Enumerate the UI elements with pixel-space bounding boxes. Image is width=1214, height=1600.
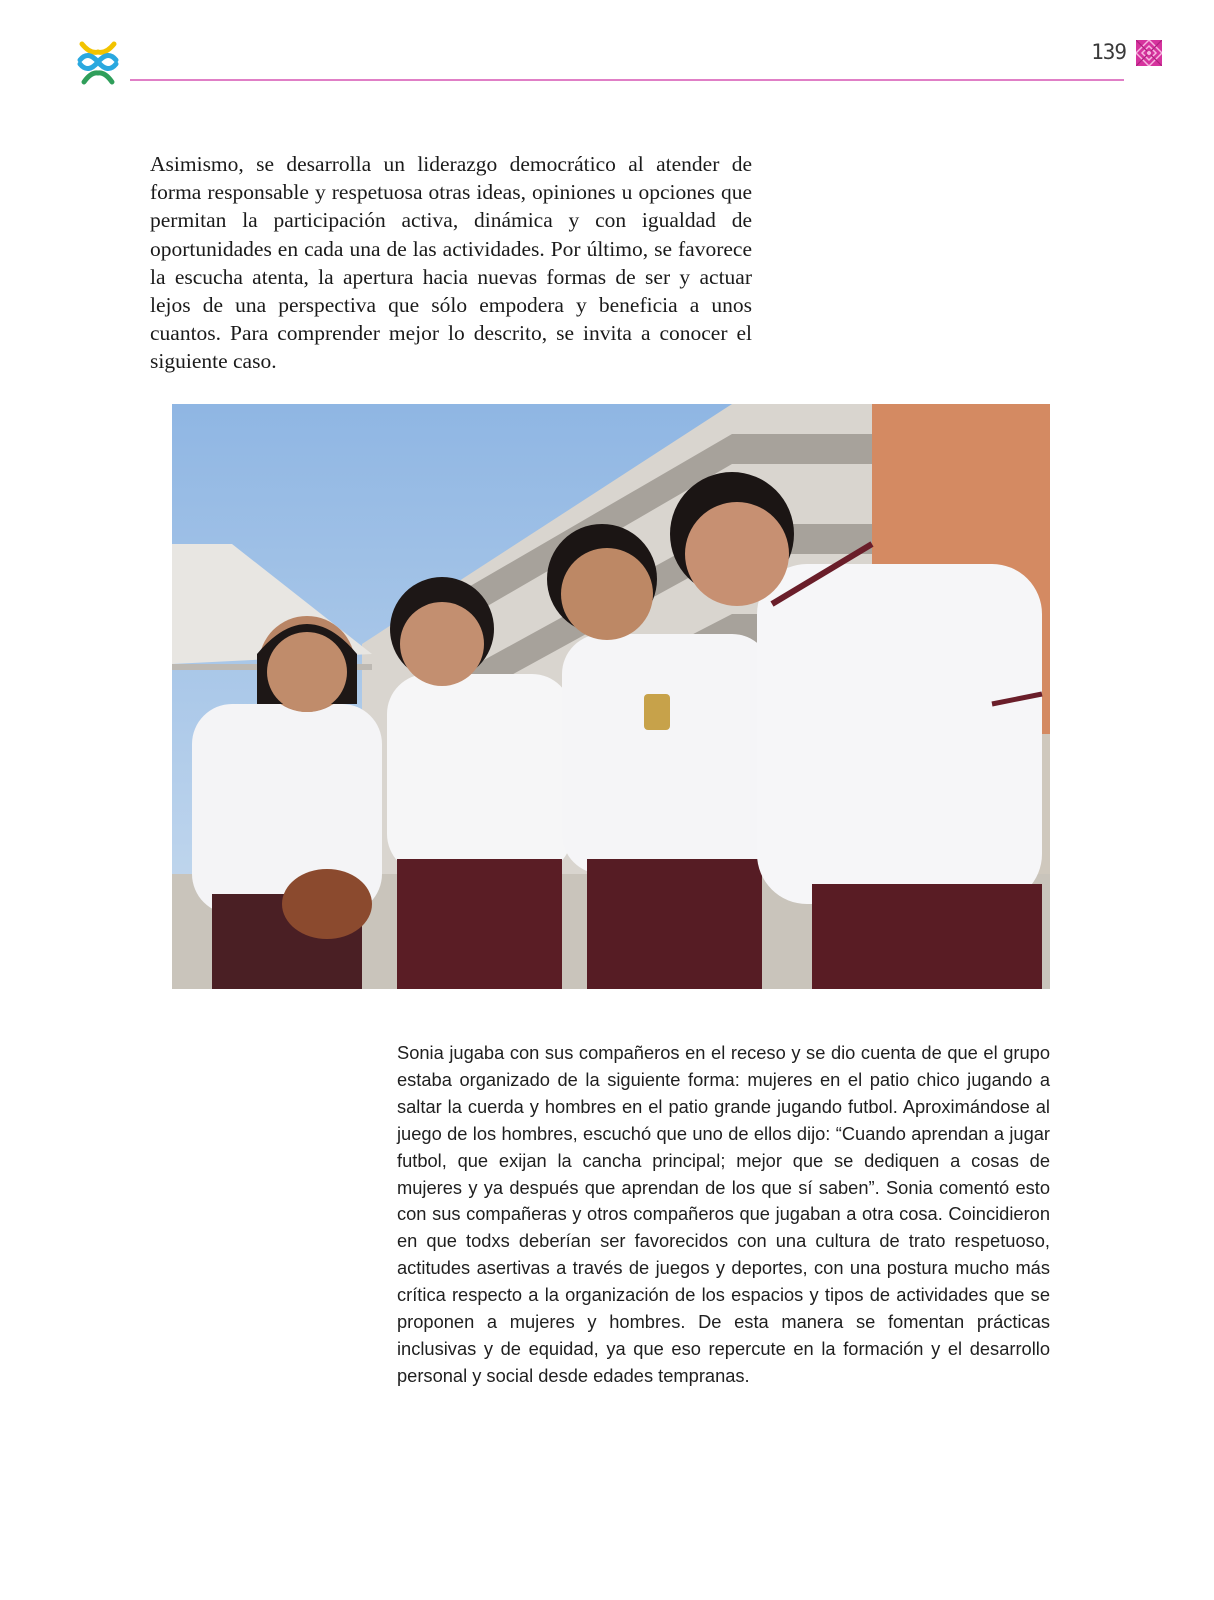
- page-number: 139: [1091, 40, 1126, 64]
- header-rule: [130, 79, 1124, 81]
- pink-pattern-square-icon: [1136, 40, 1162, 66]
- intro-paragraph: Asimismo, se desarrolla un liderazgo democrático al atender de forma responsable y respetuosa otras ideas, opiniones u opciones que permitan la participación activa, dinámica y con igualdad de oportunidades en cada una de las actividades. Por último, se favorece la escucha atenta, la apertura hacia nuevas formas de ser y actuar lejos de una perspectiva que sólo empodera y beneficia a unos cuantos. Para comprender mejor lo descrito, se invita a conocer el siguiente caso.: [150, 152, 752, 374]
- interlinked-figures-logo-icon: [74, 38, 122, 86]
- case-paragraph: Sonia jugaba con sus compañeros en el receso y se dio cuenta de que el grupo estaba organizado de la siguiente forma: mujeres en el patio chico jugando a saltar la cuerda y hombres en el patio grande jugando futbol. Aproximándose al juego de los hombres, escuchó que uno de ellos dijo: “Cuando aprendan a jugar futbol, que exijan la cancha principal; mejor que se dediquen a cosas de mujeres y ya después que aprendan de los que sí saben”. Sonia comentó esto con sus compañeras y otros compañeros que jugaban a otra cosa. Coincidieron en que todxs deberían ser favorecidos con una cultura de trato respetuoso, actitudes asertivas a través de juegos y deportes, con una postura mucho más crítica respecto a la organización de los espacios y tipos de actividades que se proponen a mujeres y hombres. De esta manera se fomentan prácticas inclusivas y de equidad, ya que eso repercute en la formación y el desarrollo personal y social desde edades tempranas.: [397, 1042, 1050, 1386]
- four-students-in-school-uniform-photo: [172, 404, 1050, 989]
